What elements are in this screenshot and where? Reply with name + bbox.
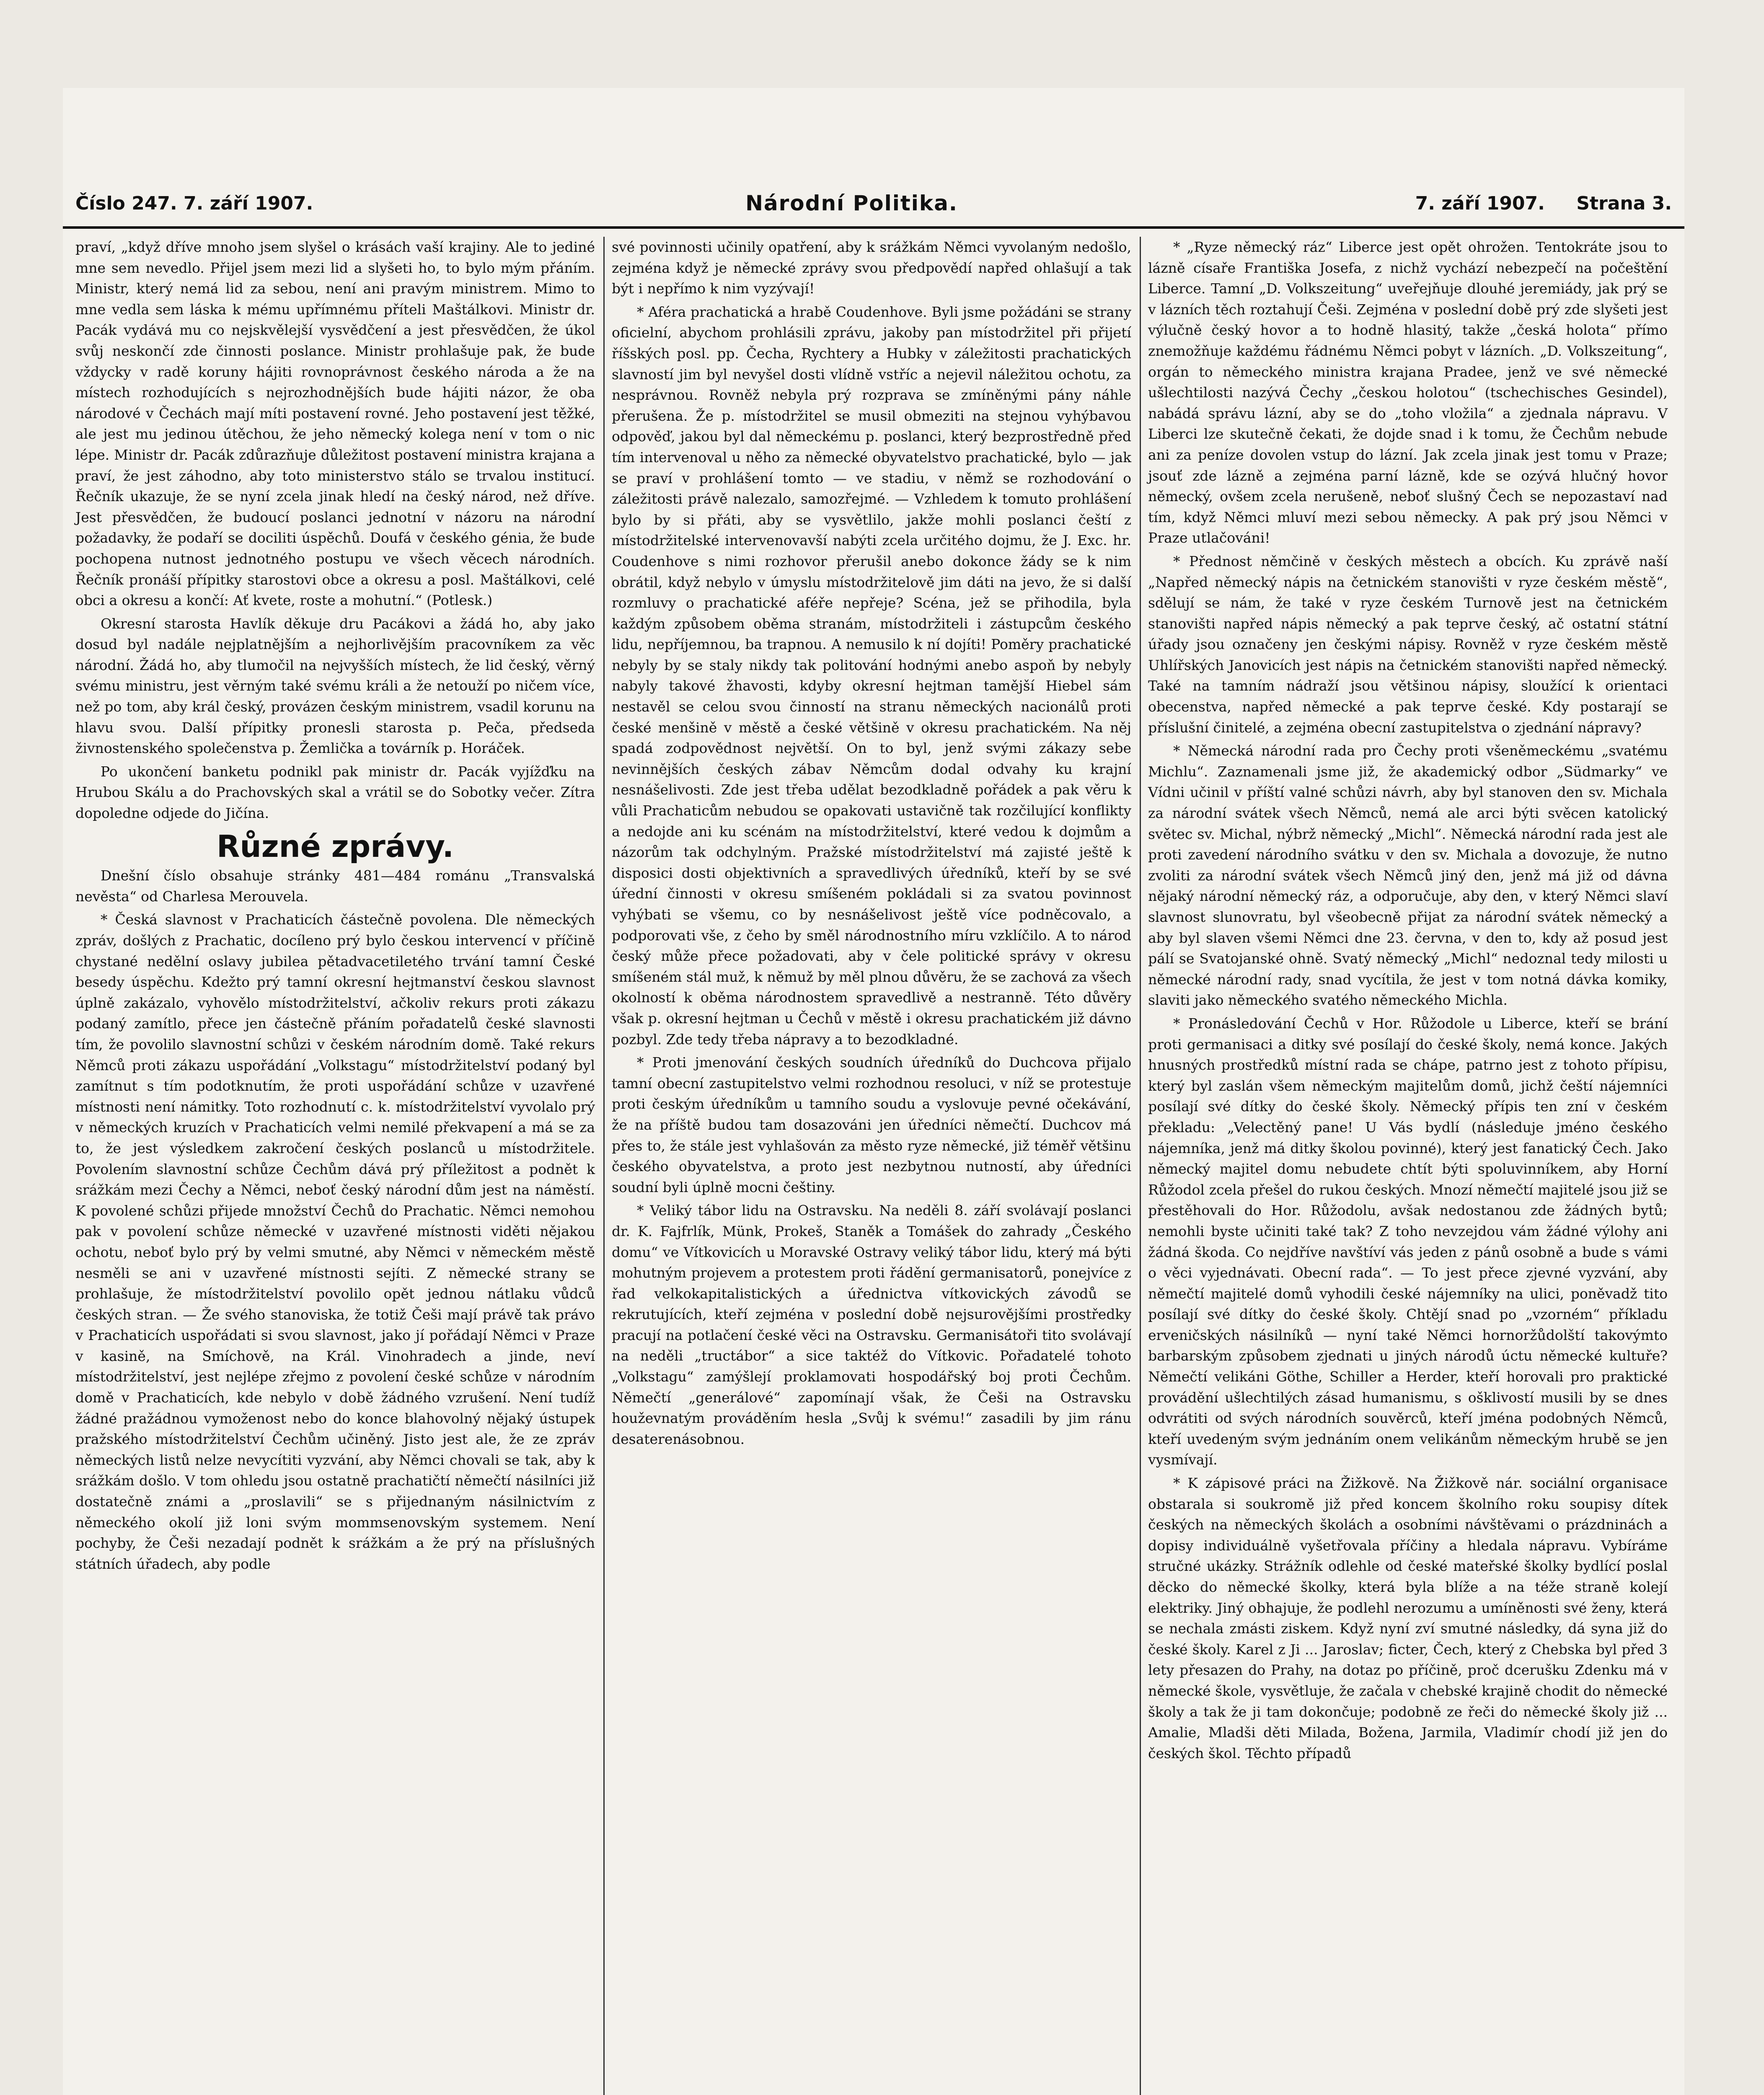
article-paragraph: Dnešní číslo obsahuje stránky 481—484 románu „Transvalská nevěsta“ od Charlesa Merouvela.: [75, 867, 595, 905]
header-rule: [63, 226, 1684, 229]
section-heading: Různé zprávy.: [217, 828, 454, 864]
article-paragraph: * Veliký tábor lidu na Ostravsku. Na neděli 8. září svolávají poslanci dr. K. Fajfrlík, Münk, Prokeš, Staněk a Tomášek do zahrady „Českého domu“ ve Vítkovicích u Moravské Ostravy veliký tábor lidu, který má býti mohutným projevem a protestem proti řádění germanisatorů, ponejvíce z řad velkokapitalistických a úřednictva vítkovických závodů se rekrutujících, kteří zejména v poslední době nejsurovějšími prostředky pracují na potlačení české věci na Ostravsku. Germanisátoři tito svolávají na neděli „tructábor“ a sice taktéž do Vítkovic. Pořadatelé tohoto „Volkstagu“ zamýšlejí proklamovati hospodářský boj proti Čechům. Němečtí „generálové“ zapomínají však, že Češi na Ostravsku houževnatým prováděním hesla „Svůj k svému!“ zasadili by jim ránu desaterenásobnou.: [612, 1202, 1131, 1447]
article-paragraph: praví, „když dříve mnoho jsem slyšel o krásách vaší krajiny. Ale to jediné mne sem nevedlo. Přijel jsem mezi lid a slyšeti ho, to bylo mým přáním. Ministr, který nemá lid za sebou, není ani pravým ministrem. Mimo to mne vedla sem láska k mému upřímnému příteli Maštálkovi. Ministr dr. Pacák vydává mu co nejskvělejší vysvědčení a jest přesvědčen, že úkol svůj neskončí zde činnosti poslance. Ministr prohlašuje pak, že bude vždycky v radě koruny hájiti rovnoprávnost českého národa a že na místech rozhodujících s nejrozhodnějších bude hájiti názor, že oba národové v Čechách mají míti postavení rovné. Jeho postavení jest těžké, ale jest mu jedinou útěchou, že jeho německý kolega není v tom o nic lépe. Ministr dr. Pacák zdůrazňuje důležitost postavení ministra krajana a praví, že jest záhodno, aby toto ministerstvo stálo se trvalou institucí. Řečník ukazuje, že se nyní zcela jinak hledí na český národ, než dříve. Jest přesvědčen, že budoucí poslanci jednotní v názoru na národní požadavky, že podaří se dociliti úspěchů. Doufá v českého génia, že bude pochopena nutnost jednotného postupu ve všech věcech národních. Řečník pronáší přípitky starostovi obce a okresu a posl. Maštálkovi, celé obci a okresu a končí: Ať kvete, roste a mohutní.“ (Potlesk.): [75, 239, 595, 609]
article-paragraph: Po ukončení banketu podnikl pak ministr dr. Pacák vyjížďku na Hrubou Skálu a do Prachovských skal a vrátil se do Sobotky večer. Zítra dopoledne odjede do Jičína.: [75, 763, 595, 822]
article-paragraph: * Německá národní rada pro Čechy proti všeněmeckému „svatému Michlu“. Zaznamenali jsme již, že akademický odbor „Südmarky“ ve Vídni učinil v příští valné schůzi návrh, aby byl stanoven den sv. Michala za národní svátek všech Němců, nemá ale arci býti svěcen katolický světec sv. Michal, nýbrž německý „Michl“. Německá národní rada jest ale proti zavedení národního svátku v den sv. Michala a dovozuje, že nutno zvoliti za národní svátek všech Němců jiný den, jenž má již od dávna nějaký národní německý ráz, a odporučuje, aby den, v který Němci slaví slavnost slunovratu, byl všeobecně přijat za národní svátek německý a aby byl slaven všemi Němci dne 23. června, v den to, kdy až posud jest pálí se Svatojanské ohně. Svatý německý „Michl“ nedoznal tedy milosti u německé národní rady, snad vycítila, že jest v tom notná dávka komiky, slaviti jako německého svatého německého Michla.: [1148, 742, 1668, 1009]
article-paragraph: * „Ryze německý ráz“ Liberce jest opět ohrožen. Tentokráte jsou to lázně císaře Františka Josefa, z nichž vychází nebezpečí na počeštění Liberce. Tamní „D. Volkszeitung“ uveřejňuje dlouhé jeremiády, jak prý se v lázních těch roztahují Češi. Zejména v poslední době prý zde slyšeti jest výlučně český hovor a to hodně hlasitý, takže „česká holota“ přímo znemožňuje každému řádnému Němci pobyt v lázních. „D. Volkszeitung“, orgán to německého ministra krajana Pradee, jenž ve své německé ušlechtilosti nazývá Čechy „českou holotou“ (tschechisches Gesindel), nabádá správu lázní, aby se do „toho vložila“ a zjednala nápravu. V Liberci lze skutečně čekati, že dojde snad i k tomu, že Čechům nebude ani za peníze dovolen vstup do lázní. Jak zcela jinak jest tomu v Praze; jsouť zde lázně a zejména parní lázně, kde se ozývá hlučný hovor německý, ovšem zcela nerušeně, neboť slušný Čech se nepozastaví nad tím, když Němci mluví mezi sebou německy. A pak prý jsou Němci v Praze utlačováni!: [1148, 239, 1668, 546]
column-2: [612, 237, 1131, 1452]
page-header: [63, 184, 1684, 222]
article-paragraph: své povinnosti učinily opatření, aby k srážkám Němci vyvolaným nedošlo, zejména když je německé zprávy svou předpovědí napřed ohlašují a tak být i nepřímo k nim vyzývají!: [612, 239, 1131, 297]
column-divider: [603, 237, 605, 2095]
header-page-number: Strana 3.: [1576, 192, 1672, 214]
article-paragraph: Okresní starosta Havlík děkuje dru Pacákovi a žádá ho, aby jako dosud byl nadále nejplatnějším a nejhorlivějším pracovníkem za věc národní. Žádá ho, aby tlumočil na nejvyšších místech, že lid český, věrný svému ministru, jest věrným také svému králi a že netouží po ničem více, než po tom, aby král český, provázen českým ministrem, vsadil korunu na hlavu svou. Další přípitky pronesli starosta p. Peča, předseda živnostenského společenstva p. Žemlička a továrník p. Horáček.: [75, 615, 595, 757]
newspaper-page: [63, 88, 1684, 2095]
column-divider: [1140, 237, 1141, 2095]
column-3: [1148, 237, 1668, 1766]
article-paragraph: * K zápisové práci na Žižkově. Na Žižkově nár. sociální organisace obstarala si soukromě již před koncem školního roku soupisy dítek českých na německých školách a osobními návštěvami o prázdninách a dopisy individuálně vyšetřovala příčiny a hledala nápravu. Vybíráme stručné ukázky. Strážník odlehle od české mateřské školky bydlící poslal děcko do německé školky, která byla blíže a na téže straně kolejí elektriky. Jiný obhajuje, že podlehl nerozumu a umíněnosti své ženy, která se nechala zmásti ziskem. Když nyní zví smutné následky, dá syna již do české školy. Karel z Ji ... Jaroslav; ficter, Čech, který z Chebska byl před 3 lety přesazen do Prahy, na dotaz po příčině, proč dcerušku Zdenku má v německé škole, vysvětluje, že začala v chebské krajině chodit do německé školy a tak že ji tam dokončuje; podobně ze řeči do německé školy již ... Amalie, Mladši děti Milada, Božena, Jarmila, Vladimír chodí již jen do českých škol. Těchto případů: [1148, 1475, 1668, 1761]
article-paragraph: * Pronásledování Čechů v Hor. Růžodole u Liberce, kteří se brání proti germanisaci a ditky své posílají do české školy, nemá konce. Jakých hnusných prostředků místní rada se chápe, patrno jest z tohoto přípisu, který byl zaslán všem německým majitelům domů, jichž čeští nájemníci posílají své dítky do české školy. Německý přípis ten zní v českém překladu: „Velectěný pane! U Vás bydlí (následuje jméno českého nájemníka, jenž má ditky školou povinné), který jest fanatický Čech. Jako německý majitel domu nebudete chtít býti spoluvinníkem, aby Horní Růžodol zcela přešel do rukou českých. Mnozí němečtí majitelé jsou již se přestěhovali do Hor. Růžodolu, avšak nedostanou zde žádných bytů; nemohli byste učiniti také tak? Z toho nevzejdou vám žádné výlohy ani žádná škoda. Co nejdříve navštíví vás jeden z pánů osobně a bude s vámi o věci vyjednávati. Obecní rada“. — To jest přece zjevné vyzvání, aby němečtí majitelé domů vyhodili české nájemníky na ulici, poněvadž tito posílají své dítky do české školy. Chtějí snad po „vzorném“ příkladu erveničských násilníků — nyní také Němci hornoržůdolští takovýmto barbarským způsobem zjednati u jiných národů úctu německé kultuře? Němečtí velikáni Göthe, Schiller a Herder, kteří horovali pro praktické provádění ušlechtilých zásad humanismu, s ošklivostí musili by se dnes odvrátiti od svých národních souvěrců, kteří jména podobných Němců, kteří uvedeným svým jednáním onem velikánům německým hrubě se jen vysmívají.: [1148, 1015, 1668, 1468]
masthead: Národní Politika.: [745, 191, 958, 215]
header-issue: Číslo 247. 7. září 1907.: [75, 192, 313, 214]
article-paragraph: * Česká slavnost v Prachaticích částečně povolena. Dle německých zpráv, došlých z Prachatic, docíleno prý bylo českou intervencí v příčině chystané nedělní oslavy jubilea pětadvacetiletého trvání tamní České besedy úspěchu. Kdežto prý tamní okresní hejtmanství českou slavnost úplně zakázalo, vyhovělo místodržitelství, ačkoliv rekurs proti zákazu podaný zamítlo, přece jen částečně přáním pořadatelů české slavnosti tím, že povolilo slavnostní schůzi v českém národním domě. Také rekurs Němců proti zákazu uspořádání „Volkstagu“ místodržitelství podaný byl zamítnut s tím podotknutím, že proti uspořádání schůze v uzavřené místnosti není námitky. Toto rozhodnutí c. k. místodržitelství vyvolalo prý v německých kruzích v Prachaticích velmi nemilé překvapení a má se za to, že jest výsledkem zakročení českých poslanců u místodržitele. Povolením slavnostní schůze Čechům dává prý příležitost a podnět k srážkám mezi Čechy a Němci, neboť český národní dům jest na náměstí. K povolené schůzi přijede množství Čechů do Prachatic. Němci nemohou pak v povolení schůze německé v uzavřené místnosti viděti nějakou ochotu, neboť bylo prý by velmi smutné, aby Němci v německém městě nesměli se ani v uzavřené místnosti sejíti. Z německé strany se prohlašuje, že místodržitelství povolilo opět jednou nátlaku vůdců českých stran. — Že svého stanoviska, že totiž Češi mají právě tak právo v Prachaticích uspořádati si svou slavnost, jako jí pořádají Němci v Praze v kasině, na Smíchově, na Král. Vinohradech a jinde, neví místodržitelství, jest nejlépe zřejmo z povolení české schůze v národním domě v Prachaticích, kde nebylo v době žádného vzrušení. Není tudíž žádné pražádnou vymoženost nebo do konce blahovolný nějaký ústupek pražského místodržitelství Čechům učiněný. Jisto jest ale, že ze zpráv německých listů nelze nevycítiti vyzvání, aby Němci chovali se tak, aby k srážkám došlo. V tom ohledu jsou ostatně prachatičtí němečtí násilníci již dostatečně známi a „proslavili“ se s přijednaným násilnictvím z německého okolí již loni svým mommsenovským systemem. Není pochyby, že Češi nezadají podnět k srážkám a že prý na příslušných státních úřadech, aby podle: [75, 911, 595, 1572]
header-date: 7. září 1907.: [1415, 192, 1545, 214]
header-right: [1390, 193, 1672, 214]
article-paragraph: * Přednost němčině v českých městech a obcích. Ku zprávě naší „Napřed německý nápis na četnickém stanovišti v ryze českém městě“, sdělují se nám, že také v ryze českém Turnově jest na četnickém stanovišti napřed nápis německý a pak teprve český, ač ostatní státní úřady jsou označeny jen českými nápisy. Rovněž v ryze českém městě Uhlířských Janovicích jest nápis na četnickém stanovišti napřed německý. Také na tamním nádraží jsou většinou nápisy, sloužící k orientaci obecenstva, napřed německé a pak teprve české. Kdy postarají se příslušní činitelé, a zejména obecní zastupitelstva o zjednání nápravy?: [1148, 553, 1668, 736]
article-paragraph: * Aféra prachatická a hrabě Coudenhove. Byli jsme požádáni se strany oficielní, abychom prohlásili zprávu, jakoby pan místodržitel při přijetí říšských posl. pp. Čecha, Rychtery a Hubky v záležitosti prachatických slavností jim byl nevyšel dosti vlídně vstříc a nejevil náležitou ochotu, za nesprávnou. Rovněž nebyla prý rozprava se zmíněnými pány náhle přerušena. Že p. místodržitel se musil obmeziti na stejnou vyhýbavou odpověď, jakou byl dal německému p. poslanci, který bezprostředně před tím intervenoval u něho za německé obyvatelstvo prachatické, bylo — jak se praví v prohlášení tomto — ve stadiu, v němž se rozhodování o záležitosti právě nalezalo, samozřejmé. — Vzhledem k tomuto prohlášení bylo by si přáti, aby se vysvětlilo, jakže mohli poslanci čeští z místodržitelské intervenovavší nabýti zcela určitého dojmu, že J. Exc. hr. Coudenhove s nimi rozhovor přerušil anebo dokonce žády se k nim obrátil, když nebylo v úmyslu místodržitelově jim dáti na jevo, že si další rozmluvy o prachatické aféře nepřeje? Scéna, jež se přihodila, byla každým způsobem oběma stranám, místodržiteli i zástupcům českého lidu, nepříjemnou, ba trapnou. A nemusilo k ní dojíti! Poměry prachatické nebyly by se staly nikdy tak politování hodnými anebo aspoň by nebyly nabyly takové žhavosti, kdyby okresní hejtman tamější Hiebel sám nestavěl se celou svou činností na stranu německých nacionálů proti české menšině v městě a české většině v okresu prachatickém. Na něj spadá zodpovědnost největší. On to byl, jenž svými zákazy sebe nevinnějších českých zábav Němcům dodal odvahy ku krajní nesnášelivosti. Zde jest třeba udělat bezodkladně pořádek a pak věru k vůli Prachaticům nebudou se opakovati ustavičně tak rozčilující konflikty a nedojde ani ku scénám na místodržitelství, které vedou k dojmům a názorům tak odchylným. Pražské místodržitelství má zajisté ještě k disposici dosti objektivních a spravedlivých úředníků, kteří by se své úřední činnosti v okresu smíšeném pokládali si za svatou povinnost vyhýbati se všemu, co by nesnášelivost ještě více podněcovalo, a podporovati vše, z čeho by směl národnostního míru vzklíčilo. A to národ český může přece požadovati, aby v čele politické správy v okresu smíšeném stál muž, k němuž by měl plnou důvěru, že se zachová za všech okolností k oběma národnostem spravedlivě a nestranně. Této důvěry však p. okresní hejtman u Čechů v městě i okresu prachatickém již dávno pozbyl. Zde tedy třeba nápravy a to bezodkladné.: [612, 303, 1131, 1048]
column-1: [75, 237, 595, 1577]
article-paragraph: * Proti jmenování českých soudních úředníků do Duchcova přijalo tamní obecní zastupitelstvo velmi rozhodnou resoluci, v níž se protestuje proti českým úředníkům u tamního soudu a vyslovuje pevné očekávání, že na příště budou tam dosazováni jen úředníci němečtí. Duchcov má přes to, že stále jest vyhlašován za město ryze německé, již téměř většinu českého obyvatelstva, a proto jest nezbytnou nutností, aby úředníci soudní byli úplně mocni češtiny.: [612, 1054, 1131, 1195]
